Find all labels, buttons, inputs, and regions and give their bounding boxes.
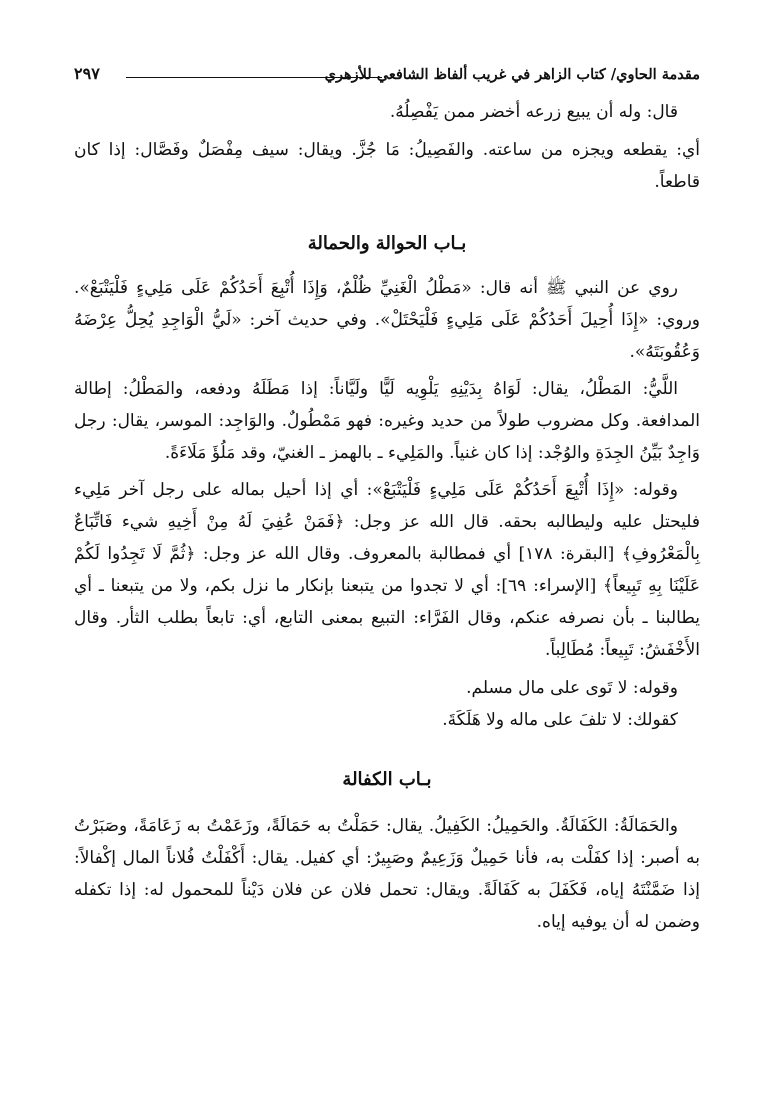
header-title: مقدمة الحاوي/ كتاب الزاهر في غريب ألفاظ الشافعي للأزهري [324,66,700,83]
paragraph: قال: وله أن يبيع زرعه أخضر ممن يَفْصِلُهُ. [389,102,678,122]
section-heading: بـاب الحوالة والحمالة [307,233,467,254]
page-number: ٢٩٧ [74,64,100,83]
page [74,58,700,938]
paragraph: كقولك: لا تلفَ على ماله ولا هَلَكَةَ. [442,710,678,730]
running-header [74,58,700,88]
paragraph: روي عن النبي ﷺ أنه قال: «مَطْلُ الْغَنِيِّ ظُلْمٌ، وَإِذَا أُتْبِعَ أَحَدُكُمْ عَلَى مَلِيءٍ فَلْيَتْبَعْ». وروي: «إِذَا أُحِيلَ أَحَدُكُمْ عَلَى مَلِيءٍ فَلْيَحْتَلْ». وفي حديث آخر: «لَيُّ الْوَاجِدِ يُحِلُّ عِرْضَهُ وَعُقُوبَتَهُ». [74,278,700,362]
header-rule [126,77,382,78]
section-heading: بـاب الكفالة [342,769,432,790]
paragraph: وقوله: «إِذَا أُتْبِعَ أَحَدُكُمْ عَلَى مَلِيءٍ فَلْيَتْبَعْ»: أي إذا أحيل بماله على رجل آخر مَلِيء فليحتل عليه وليطالبه بحقه. قال الله عز وجل: ﴿فَمَنْ عُفِيَ لَهُ مِنْ أَخِيهِ شيء فَاتِّبَاعٌ بِالْمَعْرُوفِ﴾ [البقرة: ١٧٨] أي فمطالبة بالمعروف. وقال الله عز وجل: ﴿ثُمَّ لَا تَجِدُوا لَكُمْ عَلَيْنَا بِهِ تَبِيعاً﴾ [الإسراء: ٦٩]: أي لا تجدوا من يتبعنا بإنكار ما نزل بكم، ولا من يتبعنا ـ أي يطالبنا ـ بأن نصرفه عنكم، وقال الفَرَّاء: التبيع بمعنى التابع، أي: تابعاً بطلب الثأر. وقال الأَخْفَشُ: تَبِيعاً: مُطَالِباً. [74,480,701,660]
paragraph: وقوله: لا تَوى على مال مسلم. [466,678,678,698]
paragraph: أي: يقطعه ويجزه من ساعته. والفَصِيلُ: مَا جُزَّ. ويقال: سيف مِفْصَلٌ وفَصَّال: إذا كان قاطعاً. [74,140,700,192]
paragraph: والحَمَالَةُ: الكَفَالَةُ. والحَمِيلُ: الكَفِيلُ. يقال: حَمَلْتُ به حَمَالَةً، وزَعَمْتُ به زَعَامَةً، وصَبَرْتُ به أصبر: إذا كفَلْت به، فأنا حَمِيلٌ وَزَعِيمٌ وصَبِيرٌ: أي كفيل. يقال: أَكْفَلْتُ فُلاناً المال إكْفالاً: إذا ضَمَّنْتَهُ إياه، فَكَفَلَ به كَفَالَةً. ويقال: تحمل فلان عن فلان دَيْناً للمحمول له: إذا تكفله وضمن له أن يوفيه إياه. [74,816,700,932]
paragraph: اللَّيُّ: المَطْلُ، يقال: لَوَاهُ بِدَيْنِهِ يَلْوِيه لَيًّا ولَيَّاناً: إذا مَطَلَهُ ودفعه، والمَطْلُ: إطالة المدافعة. وكل مضروب طولاً من حديد وغيره: فهو مَمْطُولٌ. والوَاجِد: الموسر، يقال: رجل وَاجِدٌ بَيِّنُ الجِدَةِ والوُجْد: إذا كان غنياً. والمَلِيء ـ بالهمز ـ الغنيّ، وقد مَلُؤَ مَلَاءَةً. [74,379,700,463]
